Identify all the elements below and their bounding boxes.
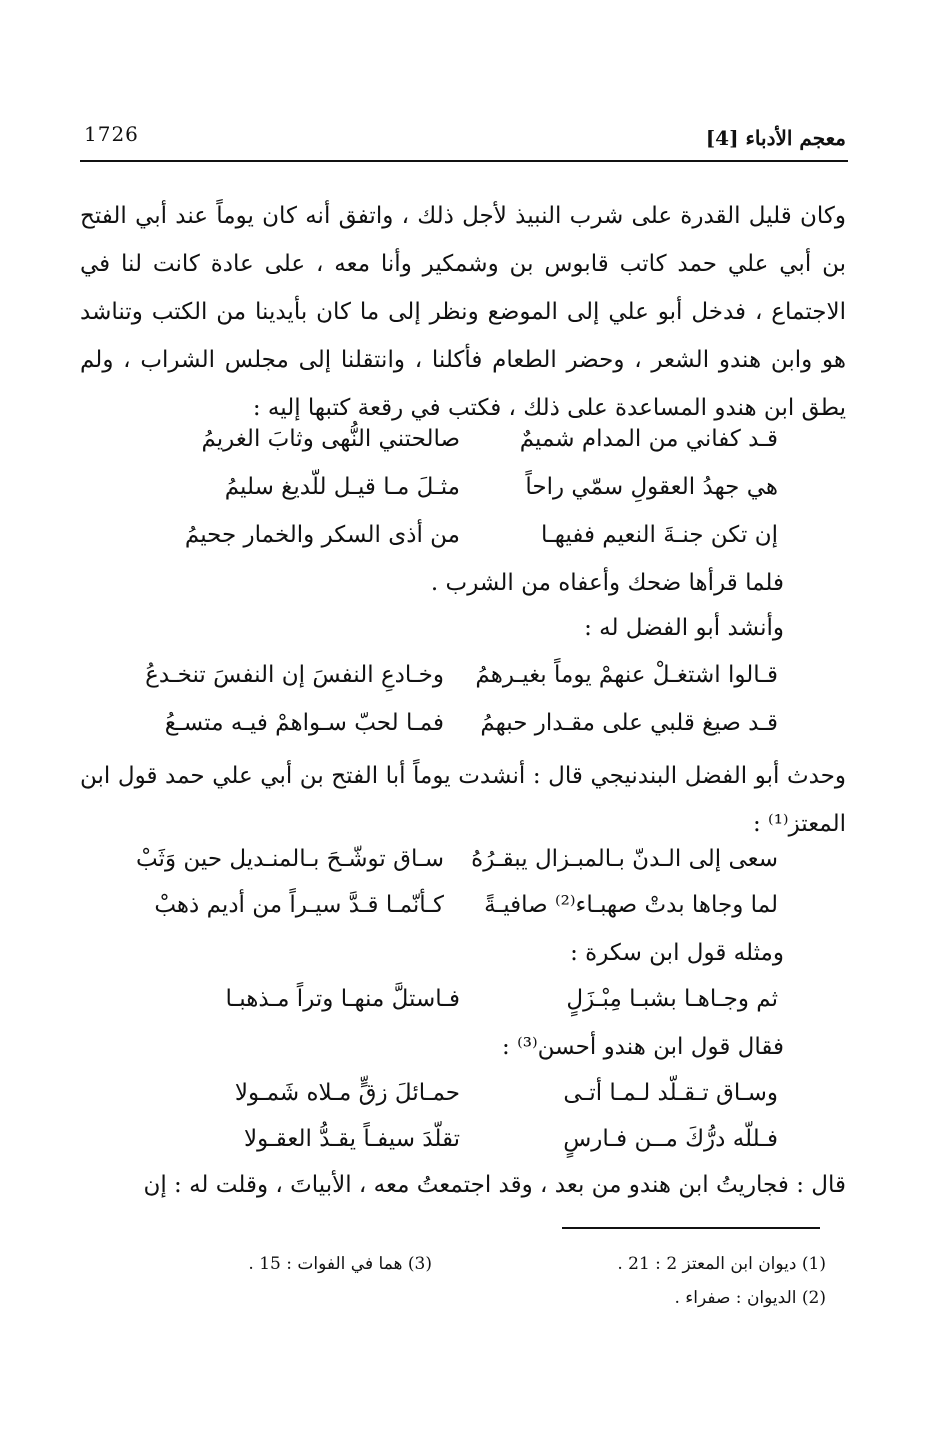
last-line: قال : فجاريتُ ابن هندو من بعد ، وقد اجتمعتُ معه ، الأبياتَ ، وقلت له : إن bbox=[143, 1172, 846, 1198]
verse-2-sadr: هي جهدُ العقولِ سمّي راحاً bbox=[525, 474, 778, 500]
footnote-rule bbox=[562, 1227, 820, 1229]
verse-7-sadr: لما وجاها بدتْ صهبـاء⁽²⁾ صافيـةً bbox=[484, 892, 778, 918]
verse-3-ajuz: من أذى السكر والخمار جحيمُ bbox=[184, 522, 460, 548]
verse-1-ajuz: صالحتني النُّهى وثابَ الغريمُ bbox=[201, 426, 460, 452]
verse-9-ajuz: حمـائلَ زقٍّ مـلاه شَمـولا bbox=[234, 1080, 460, 1106]
running-title: معجم الأدباء [4] bbox=[705, 126, 846, 150]
header-rule bbox=[80, 160, 848, 162]
paragraph-intro: وكان قليل القدرة على شرب النبيذ لأجل ذلك ، واتفق أنه كان يوماً عند أبي الفتح بن أبي علي حمد كاتب قابوس بن وشمكير وأنا معه ، على عادة كانت لنا في الاجتماع ، فدخل أبو علي إلى الموضع ونظر إلى ما كان بأيدينا من الكتب وتناشد هو وابن هندو الشعر ، وحضر الطعام فأكلنا ، وانتقلنا إلى مجلس الشراب ، ولم يطق ابن هندو المساعدة على ذلك ، فكتب في رقعة كتبها إليه : bbox=[80, 203, 846, 421]
line-intro-poem2: وأنشد أبو الفضل له : bbox=[584, 615, 784, 641]
footnote-1: (1) ديوان ابن المعتز 2 : 21 . bbox=[617, 1254, 826, 1274]
line-intro-poem4: ومثله قول ابن سكرة : bbox=[570, 940, 784, 966]
verse-9-sadr: وسـاق تـقـلّد لـمـا أتـى bbox=[563, 1080, 778, 1106]
paragraph-bandaniji: وحدث أبو الفضل البندنيجي قال : أنشدت يوماً أبا الفتح بن أبي علي حمد قول ابن المعتز⁽¹⁾ : bbox=[80, 763, 846, 837]
verse-5-ajuz: فمـا لحبّ سـواهمْ فيـه متسـعُ bbox=[164, 710, 444, 736]
verse-6-ajuz: سـاق توشّـحَ بـالمنـديل حين وَثَبْ bbox=[135, 846, 444, 872]
verse-3-sadr: إن تكن جنـةَ النعيم ففيهـا bbox=[541, 522, 778, 548]
page-number: 1726 bbox=[84, 122, 139, 146]
verse-10-sadr: فـللّه درُّكَ مــن فـارسٍ bbox=[563, 1126, 778, 1152]
verse-4-sadr: قـالوا اشتغـلْ عنهمْ يوماً بغيـرهمُ bbox=[475, 662, 778, 688]
verse-8-ajuz: فـاستلَّ منهـا وتراً مـذهبـا bbox=[225, 986, 460, 1012]
verse-7-ajuz: كـأنّمـا قـدَّ سيـراً من أديم ذهبْ bbox=[154, 892, 444, 918]
verse-10-ajuz: تقلّدَ سيفـاً يقـدُّ العقـولا bbox=[244, 1126, 460, 1152]
verse-1-sadr: قـد كفاني من المدام شميمٌ bbox=[519, 426, 778, 452]
footnote-3: (3) هما في الفوات : 15 . bbox=[248, 1254, 432, 1274]
verse-2-ajuz: مثـلَ مـا قيـل للّديغ سليمُ bbox=[224, 474, 460, 500]
verse-5-sadr: قـد صيغ قلبي على مقـدار حبهمُ bbox=[480, 710, 778, 736]
verse-4-ajuz: وخـادعِ النفسَ إن النفسَ تنخـدعُ bbox=[145, 662, 444, 688]
line-after-poem1: فلما قرأها ضحك وأعفاه من الشرب . bbox=[430, 570, 784, 596]
verse-8-sadr: ثم وجـاهـا بشبـا مِبْـزَلٍ bbox=[566, 986, 778, 1012]
verse-6-sadr: سعى إلى الـدنّ بـالمبـزال يبقـرُهُ bbox=[471, 846, 778, 872]
line-intro-poem5: فقال قول ابن هندو أحسن⁽³⁾ : bbox=[502, 1034, 784, 1060]
footnote-2: (2) الديوان : صفراء . bbox=[674, 1288, 826, 1308]
